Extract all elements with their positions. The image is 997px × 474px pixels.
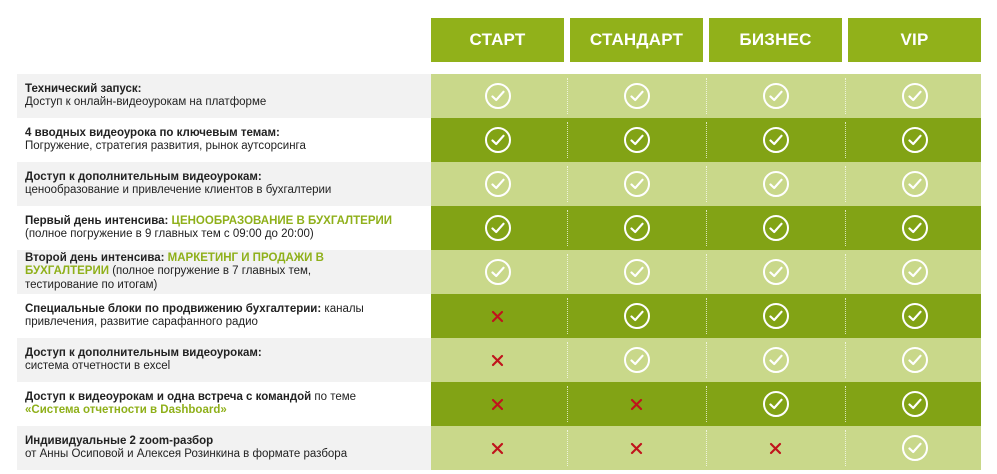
- column-separator: [845, 386, 846, 422]
- column-separator: [845, 254, 846, 290]
- availability-cell-standard: [570, 426, 703, 470]
- feature-title: Индивидуальные 2 zoom-разбор: [25, 434, 214, 447]
- feature-description: Доступ к онлайн-видеоурокам на платформе: [25, 96, 267, 108]
- availability-cell-standard: [570, 162, 703, 206]
- column-separator: [845, 122, 846, 158]
- check-circle-icon: [763, 259, 789, 285]
- feature-text: [25, 127, 431, 154]
- feature-title: 4 вводных видеоурока по ключевым темам:: [25, 126, 280, 139]
- feature-title: Доступ к видеоурокам и одна встреча с командой: [25, 390, 312, 403]
- feature-text: [25, 303, 431, 330]
- availability-cell-business: [709, 162, 842, 206]
- availability-cell-standard: [570, 294, 703, 338]
- check-circle-icon: [485, 127, 511, 153]
- column-separator: [567, 386, 568, 422]
- feature-row: [17, 206, 981, 250]
- check-circle-icon: [763, 215, 789, 241]
- feature-title: Доступ к дополнительным видеоурокам:: [25, 346, 262, 359]
- check-circle-icon: [763, 171, 789, 197]
- cross-icon: [491, 442, 504, 455]
- availability-cell-business: [709, 294, 842, 338]
- check-circle-icon: [624, 259, 650, 285]
- feature-text: [25, 435, 431, 462]
- feature-description: каналы: [321, 302, 364, 315]
- feature-label: [17, 294, 431, 338]
- check-circle-icon: [902, 303, 928, 329]
- availability-cell-vip: [848, 206, 981, 250]
- availability-cell-business: [709, 74, 842, 118]
- feature-row: [17, 294, 981, 338]
- column-separator: [845, 166, 846, 202]
- column-separator: [845, 430, 846, 466]
- availability-cell-start: [431, 382, 564, 426]
- feature-description: (полное погружение в 9 главных тем с 09:00 до 20:00): [25, 228, 314, 240]
- feature-title: Технический запуск:: [25, 82, 142, 95]
- feature-highlight: БУХГАЛТЕРИИ: [25, 265, 110, 278]
- column-separator: [567, 298, 568, 334]
- check-circle-icon: [763, 347, 789, 373]
- availability-cell-standard: [570, 382, 703, 426]
- plan-availability-area: [431, 162, 981, 206]
- plan-header-vip: [848, 18, 981, 62]
- feature-label: [17, 426, 431, 470]
- availability-cell-vip: [848, 118, 981, 162]
- plan-availability-area: [431, 294, 981, 338]
- feature-row: [17, 118, 981, 162]
- availability-cell-business: [709, 206, 842, 250]
- availability-cell-vip: [848, 250, 981, 294]
- availability-cell-vip: [848, 162, 981, 206]
- column-separator: [845, 298, 846, 334]
- feature-highlight: «Система отчетности в Dashboard»: [25, 404, 227, 416]
- feature-description: привлечения, развитие сарафанного радио: [25, 316, 258, 328]
- cross-icon: [491, 310, 504, 323]
- availability-cell-business: [709, 426, 842, 470]
- feature-row: [17, 382, 981, 426]
- feature-text: [25, 171, 431, 198]
- feature-title: Доступ к дополнительным видеоурокам:: [25, 170, 262, 183]
- availability-cell-standard: [570, 74, 703, 118]
- availability-cell-business: [709, 250, 842, 294]
- cross-icon: [630, 442, 643, 455]
- check-circle-icon: [485, 171, 511, 197]
- column-separator: [706, 342, 707, 378]
- feature-text: [25, 252, 431, 293]
- check-circle-icon: [763, 83, 789, 109]
- feature-row: [17, 250, 981, 294]
- feature-description: система отчетности в excel: [25, 360, 171, 372]
- plan-availability-area: [431, 74, 981, 118]
- availability-cell-start: [431, 338, 564, 382]
- plan-availability-area: [431, 426, 981, 470]
- feature-title: Специальные блоки по продвижению бухгалтерии:: [25, 302, 322, 315]
- feature-text: [25, 83, 431, 110]
- check-circle-icon: [902, 391, 928, 417]
- availability-cell-start: [431, 294, 564, 338]
- feature-row: [17, 426, 981, 470]
- feature-description: (полное погружение в 7 главных тем,: [109, 265, 312, 278]
- availability-cell-standard: [570, 250, 703, 294]
- plan-header-start-label: СТАРТ: [469, 30, 526, 49]
- availability-cell-vip: [848, 74, 981, 118]
- availability-cell-start: [431, 250, 564, 294]
- availability-cell-start: [431, 426, 564, 470]
- cross-icon: [491, 398, 504, 411]
- column-separator: [567, 78, 568, 114]
- availability-cell-business: [709, 118, 842, 162]
- plan-availability-area: [431, 118, 981, 162]
- column-separator: [706, 78, 707, 114]
- column-separator: [567, 210, 568, 246]
- feature-title: Второй день интенсива:: [25, 251, 168, 264]
- feature-row: [17, 74, 981, 118]
- availability-cell-start: [431, 74, 564, 118]
- feature-label: [17, 162, 431, 206]
- availability-cell-standard: [570, 206, 703, 250]
- feature-label: [17, 118, 431, 162]
- column-separator: [706, 298, 707, 334]
- column-separator: [567, 430, 568, 466]
- feature-description: от Анны Осиповой и Алексея Розинкина в формате разбора: [25, 448, 348, 460]
- plan-header-vip-label: VIP: [900, 30, 929, 49]
- check-circle-icon: [624, 215, 650, 241]
- feature-label: [17, 382, 431, 426]
- plan-availability-area: [431, 206, 981, 250]
- check-circle-icon: [902, 435, 928, 461]
- feature-description: ценообразование и привлечение клиентов в бухгалтерии: [25, 184, 332, 196]
- check-circle-icon: [624, 127, 650, 153]
- feature-title: Первый день интенсива:: [25, 214, 172, 227]
- check-circle-icon: [902, 171, 928, 197]
- plan-availability-area: [431, 382, 981, 426]
- feature-description: тестирование по итогам): [25, 278, 158, 291]
- check-circle-icon: [902, 215, 928, 241]
- plan-availability-area: [431, 250, 981, 294]
- column-separator: [706, 386, 707, 422]
- feature-highlight: ЦЕНООБРАЗОВАНИЕ В БУХГАЛТЕРИИ: [171, 214, 393, 227]
- check-circle-icon: [624, 83, 650, 109]
- availability-cell-standard: [570, 338, 703, 382]
- availability-cell-vip: [848, 382, 981, 426]
- check-circle-icon: [902, 127, 928, 153]
- check-circle-icon: [624, 347, 650, 373]
- plans-header-row: [431, 18, 981, 62]
- plan-header-start: [431, 18, 564, 62]
- column-separator: [706, 430, 707, 466]
- column-separator: [845, 342, 846, 378]
- availability-cell-vip: [848, 294, 981, 338]
- feature-label: [17, 74, 431, 118]
- feature-row: [17, 338, 981, 382]
- plan-header-business-label: БИЗНЕС: [739, 30, 812, 49]
- plan-availability-area: [431, 338, 981, 382]
- availability-cell-vip: [848, 338, 981, 382]
- check-circle-icon: [902, 347, 928, 373]
- column-separator: [706, 122, 707, 158]
- feature-description: по теме: [311, 390, 357, 403]
- availability-cell-vip: [848, 426, 981, 470]
- availability-cell-business: [709, 382, 842, 426]
- feature-label: [17, 338, 431, 382]
- availability-cell-standard: [570, 118, 703, 162]
- check-circle-icon: [624, 303, 650, 329]
- feature-highlight: МАРКЕТИНГ И ПРОДАЖИ В: [167, 251, 324, 264]
- column-separator: [706, 254, 707, 290]
- check-circle-icon: [902, 259, 928, 285]
- availability-cell-start: [431, 118, 564, 162]
- column-separator: [567, 166, 568, 202]
- column-separator: [706, 210, 707, 246]
- feature-description: Погружение, стратегия развития, рынок аутсорсинга: [25, 140, 306, 152]
- column-separator: [567, 254, 568, 290]
- check-circle-icon: [763, 303, 789, 329]
- cross-icon: [769, 442, 782, 455]
- check-circle-icon: [763, 127, 789, 153]
- check-circle-icon: [763, 391, 789, 417]
- availability-cell-business: [709, 338, 842, 382]
- feature-label: [17, 206, 431, 250]
- availability-cell-start: [431, 206, 564, 250]
- availability-cell-start: [431, 162, 564, 206]
- feature-text: [25, 347, 431, 374]
- column-separator: [845, 210, 846, 246]
- check-circle-icon: [624, 171, 650, 197]
- feature-text: [25, 391, 431, 418]
- plan-header-standard-label: СТАНДАРТ: [589, 30, 684, 49]
- column-separator: [567, 342, 568, 378]
- feature-label: [17, 250, 431, 294]
- check-circle-icon: [902, 83, 928, 109]
- feature-row: [17, 162, 981, 206]
- cross-icon: [630, 398, 643, 411]
- cross-icon: [491, 354, 504, 367]
- check-circle-icon: [485, 83, 511, 109]
- column-separator: [567, 122, 568, 158]
- plan-header-business: [709, 18, 842, 62]
- plan-header-standard: [570, 18, 703, 62]
- feature-text: [25, 215, 431, 242]
- check-circle-icon: [485, 215, 511, 241]
- check-circle-icon: [485, 259, 511, 285]
- column-separator: [706, 166, 707, 202]
- column-separator: [845, 78, 846, 114]
